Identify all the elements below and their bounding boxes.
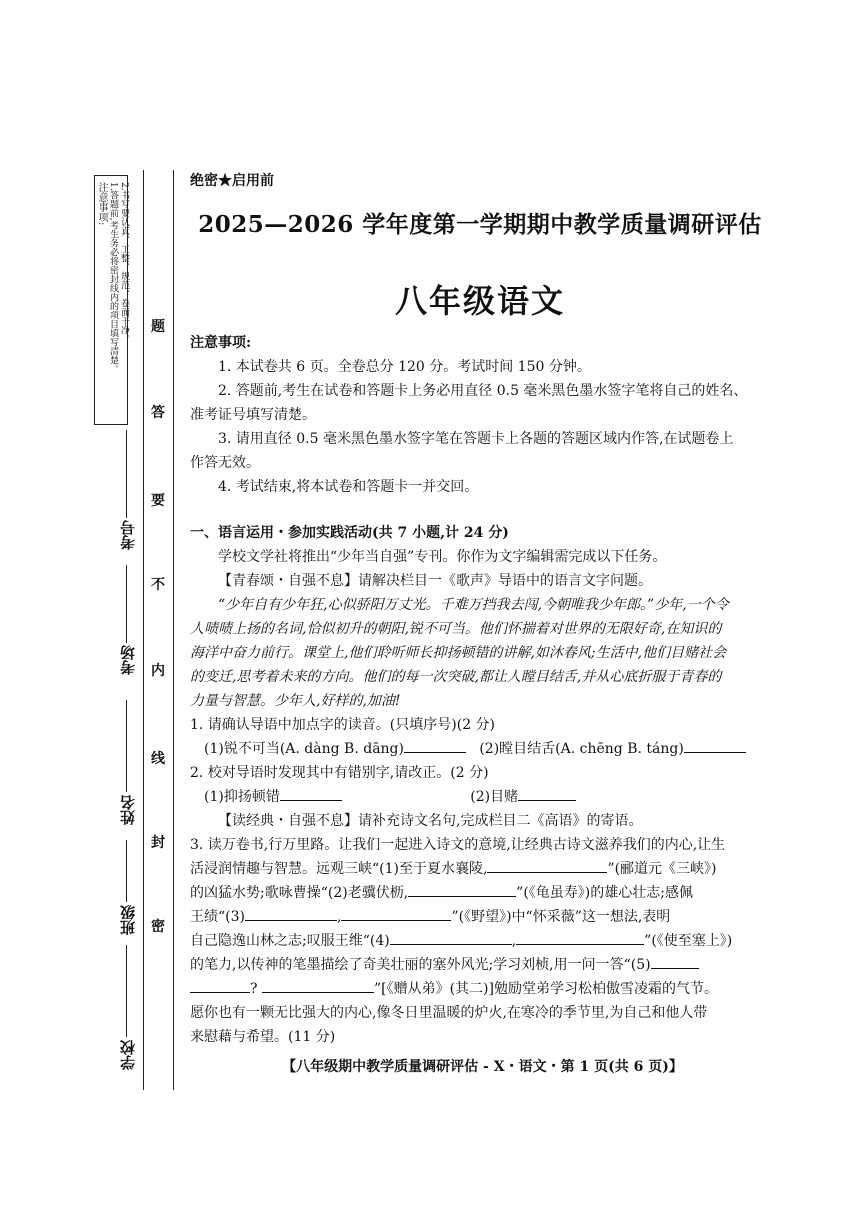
answer-blank-3-3b[interactable] — [341, 906, 451, 921]
notes-item-2b: 准考证号填写清楚。 — [190, 407, 316, 423]
subject-title: 八年级语文 — [394, 282, 565, 320]
field-line-class[interactable] — [126, 840, 127, 902]
page-footer: 【八年级期中教学质量调研评估 - X・语文・第 1 页(共 6 页)】 — [282, 1059, 683, 1075]
question-3-line: 愿你也有一颗无比强大的内心,像冬日里温暖的炉火,在寒冷的季节里,为自己和他人带 — [190, 1005, 708, 1021]
binding-char: 封 — [151, 835, 165, 851]
notice-box-title: 注意事项: — [96, 182, 107, 226]
question-3-line: 活浸润情趣与智慧。远观三峡“(1)至于夏水襄陵, ”(郦道元《三峡》) — [190, 858, 775, 882]
question-3-line: 的笔力,以传神的笔墨描绘了奇美壮丽的塞外风光;学习刘桢,用一问一答“(5) — [190, 954, 775, 978]
question-1: 1. 请确认导语中加点字的读音。(只填序号)(2 分) — [190, 717, 496, 733]
question-3-line: 3. 读万卷书,行万里路。让我们一起进入诗文的意境,让经典古诗文滋养我们的内心,让生 — [190, 837, 726, 853]
notice-box-line2: 2.书写要认真、工整、规范、卷面干净。 — [119, 182, 129, 344]
notice-box — [94, 175, 128, 425]
question-2a: (1)抑扬顿错 — [204, 789, 280, 805]
passage-line: 人啧啧上扬的名词,恰似初升的朝阳,锐不可当。他们怀揣着对世界的无限好奇,在知识的 — [190, 621, 722, 637]
notes-heading: 注意事项: — [190, 335, 252, 351]
question-2-options — [204, 786, 774, 810]
question-3-line: 自己隐逸山林之志;叹服王维“(4) , ”(《使至塞上》) — [190, 930, 775, 954]
notes-item-1: 1. 本试卷共 6 页。全卷总分 120 分。考试时间 150 分钟。 — [218, 359, 591, 375]
section-intro: 学校文学社将推出“少年当自强”专刊。你作为文字编辑需完成以下任务。 — [218, 549, 667, 565]
answer-blank-1b[interactable] — [684, 738, 746, 753]
section-heading: 一、语言运用・参加实践活动(共 7 小题,计 24 分) — [190, 525, 509, 541]
question-3-line: 王绩“(3) , ”(《野望》)中“怀采薇”这一想法,表明 — [190, 906, 775, 930]
field-line-exam-room[interactable] — [126, 565, 127, 643]
column-1-heading: 【青春颂・自强不息】请解决栏目一《歌声》导语中的语言文字问题。 — [218, 573, 652, 589]
answer-blank-3-4a[interactable] — [390, 930, 512, 945]
answer-blank-3-3a[interactable] — [245, 906, 337, 921]
field-label-class: 班级 — [119, 905, 137, 935]
passage-line: “少年自有少年狂,心似骄阳万丈光。千难万挡我去闯,今朝唯我少年郎。”少年,一个令 — [218, 597, 729, 613]
binding-char: 线 — [151, 751, 165, 767]
question-1-options — [204, 738, 774, 762]
question-3-line: 的凶猛水势;歌咏曹操“(2)老骥伏枥, ”(《龟虽寿》)的雄心壮志;感佩 — [190, 882, 775, 906]
field-label-exam-room: 考场 — [119, 645, 137, 675]
column-2-heading: 【读经典・自强不息】请补充诗文名句,完成栏目二《高语》的寄语。 — [218, 813, 643, 829]
field-label-name: 姓名 — [119, 795, 137, 825]
notes-item-3b: 作答无效。 — [190, 455, 260, 471]
binding-line-inner — [173, 170, 174, 1090]
binding-char: 题 — [151, 319, 165, 335]
answer-blank-3-1[interactable] — [487, 858, 607, 873]
notice-box-line1: 1.答题前,考生务必将密封线内的项目填写清楚。 — [108, 182, 118, 374]
binding-char: 答 — [151, 405, 165, 421]
field-line-school[interactable] — [126, 945, 127, 1037]
answer-blank-3-4b[interactable] — [516, 930, 644, 945]
binding-char: 内 — [151, 663, 165, 679]
notes-item-4: 4. 考试结束,将本试卷和答题卡一并交回。 — [218, 479, 479, 495]
notes-item-3a: 3. 请用直径 0.5 毫米黑色墨水签字笔在答题卡上各题的答题区域内作答,在试题卷上 — [218, 431, 734, 447]
field-label-school: 学校 — [119, 1040, 137, 1070]
answer-blank-2a[interactable] — [280, 786, 342, 801]
answer-blank-1a[interactable] — [404, 738, 466, 753]
answer-blank-3-5b[interactable] — [190, 978, 250, 993]
binding-char: 要 — [151, 493, 165, 509]
question-1b: (2)瞠目结舌(A. chēng B. táng) — [479, 741, 684, 757]
passage-line: 力量与智慧。少年人,好样的,加油! — [190, 693, 401, 709]
notes-item-2a: 2. 答题前,考生在试卷和答题卡上务必用直径 0.5 毫米黑色墨水签字笔将自己的姓名、 — [218, 383, 748, 399]
answer-blank-3-5a[interactable] — [651, 954, 699, 969]
answer-blank-3-5c[interactable] — [262, 978, 374, 993]
binding-char: 不 — [151, 577, 165, 593]
passage-line: 的变迁,思考着未来的方向。他们的每一次突破,都让人瞠目结舌,并从心底折服于青春的 — [190, 669, 722, 685]
question-3-line: 来慰藉与希望。(11 分) — [190, 1029, 336, 1045]
exam-title: 2025—2026 学年度第一学期期中教学质量调研评估 — [198, 211, 762, 238]
question-1a: (1)锐不可当(A. dàng B. dāng) — [204, 741, 404, 757]
top-secret-label: 绝密★启用前 — [190, 173, 274, 189]
question-2: 2. 校对导语时发现其中有错别字,请改正。(2 分) — [190, 765, 489, 781]
field-label-exam-number: 考号 — [119, 520, 137, 550]
passage-line: 海洋中奋力前行。课堂上,他们聆听师长抑扬顿错的讲解,如沐春风;生活中,他们目赌社会 — [190, 645, 727, 661]
binding-char: 密 — [151, 919, 165, 935]
answer-blank-2b[interactable] — [518, 786, 576, 801]
field-line-name[interactable] — [126, 700, 127, 792]
binding-line-outer — [143, 170, 144, 1090]
question-2b: (2)目赌 — [470, 789, 519, 805]
field-line-exam-number[interactable] — [126, 430, 127, 518]
question-3-line: ? ”[《赠从弟》(其二)]勉励堂弟学习松柏傲雪凌霜的气节。 — [190, 978, 775, 1002]
answer-blank-3-2[interactable] — [408, 882, 516, 897]
